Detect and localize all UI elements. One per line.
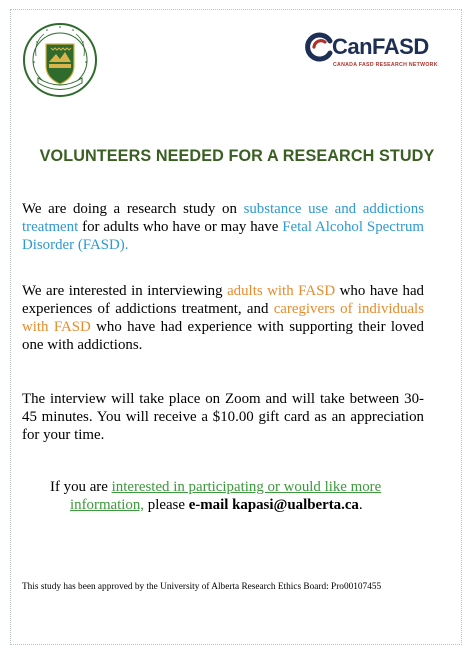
para1-text-2: for adults who have or may have bbox=[78, 219, 283, 235]
cta-text-1: If you are bbox=[50, 479, 112, 495]
university-of-alberta-crest-logo bbox=[22, 22, 98, 98]
cta-line-1 bbox=[22, 478, 452, 496]
para2-highlight-adults: adults with FASD bbox=[227, 283, 336, 299]
interest-link-line-1[interactable]: interested in participating or would like more bbox=[111, 479, 382, 495]
contact-call-to-action bbox=[22, 478, 452, 514]
ethics-approval-footer: This study has been approved by the University of Alberta Research Ethics Board: Pro00107455 bbox=[22, 582, 382, 592]
intro-paragraph bbox=[22, 200, 424, 254]
para2-highlight-caregivers: caregivers of individuals with FASD bbox=[22, 301, 424, 335]
canfasd-logo bbox=[304, 30, 442, 76]
cta-text-3: . bbox=[358, 497, 363, 513]
canfasd-swirl-icon bbox=[304, 32, 334, 62]
canfasd-wordmark: CanFASD bbox=[332, 34, 429, 59]
participants-paragraph bbox=[22, 282, 424, 354]
para2-text-2: who have had experiences of addictions treatment, and bbox=[22, 283, 424, 317]
contact-email[interactable]: e-mail kapasi@ualberta.ca bbox=[188, 497, 359, 513]
para1-highlight-topic: substance use and addictions treatment bbox=[22, 201, 424, 235]
page-title: VOLUNTEERS NEEDED FOR A RESEARCH STUDY bbox=[39, 147, 435, 165]
canfasd-subtitle: CANADA FASD RESEARCH NETWORK bbox=[333, 62, 438, 68]
interview-details-paragraph: The interview will take place on Zoom and will take between 30-45 minutes. You will receive a $10.00 gift card as an appreciation for your time. bbox=[22, 391, 424, 443]
cta-line-2 bbox=[22, 496, 452, 514]
para1-highlight-fasd: Fetal Alcohol Spectrum Disorder (FASD). bbox=[22, 219, 424, 253]
para1-text-1: We are doing a research study on bbox=[22, 201, 244, 217]
para2-text-1: We are interested in interviewing bbox=[22, 283, 228, 299]
para2-text-3: who have had experience with supporting their loved one with addictions. bbox=[22, 319, 424, 353]
cta-text-2: please bbox=[144, 497, 189, 513]
interest-link-line-2[interactable]: information, bbox=[70, 497, 145, 513]
